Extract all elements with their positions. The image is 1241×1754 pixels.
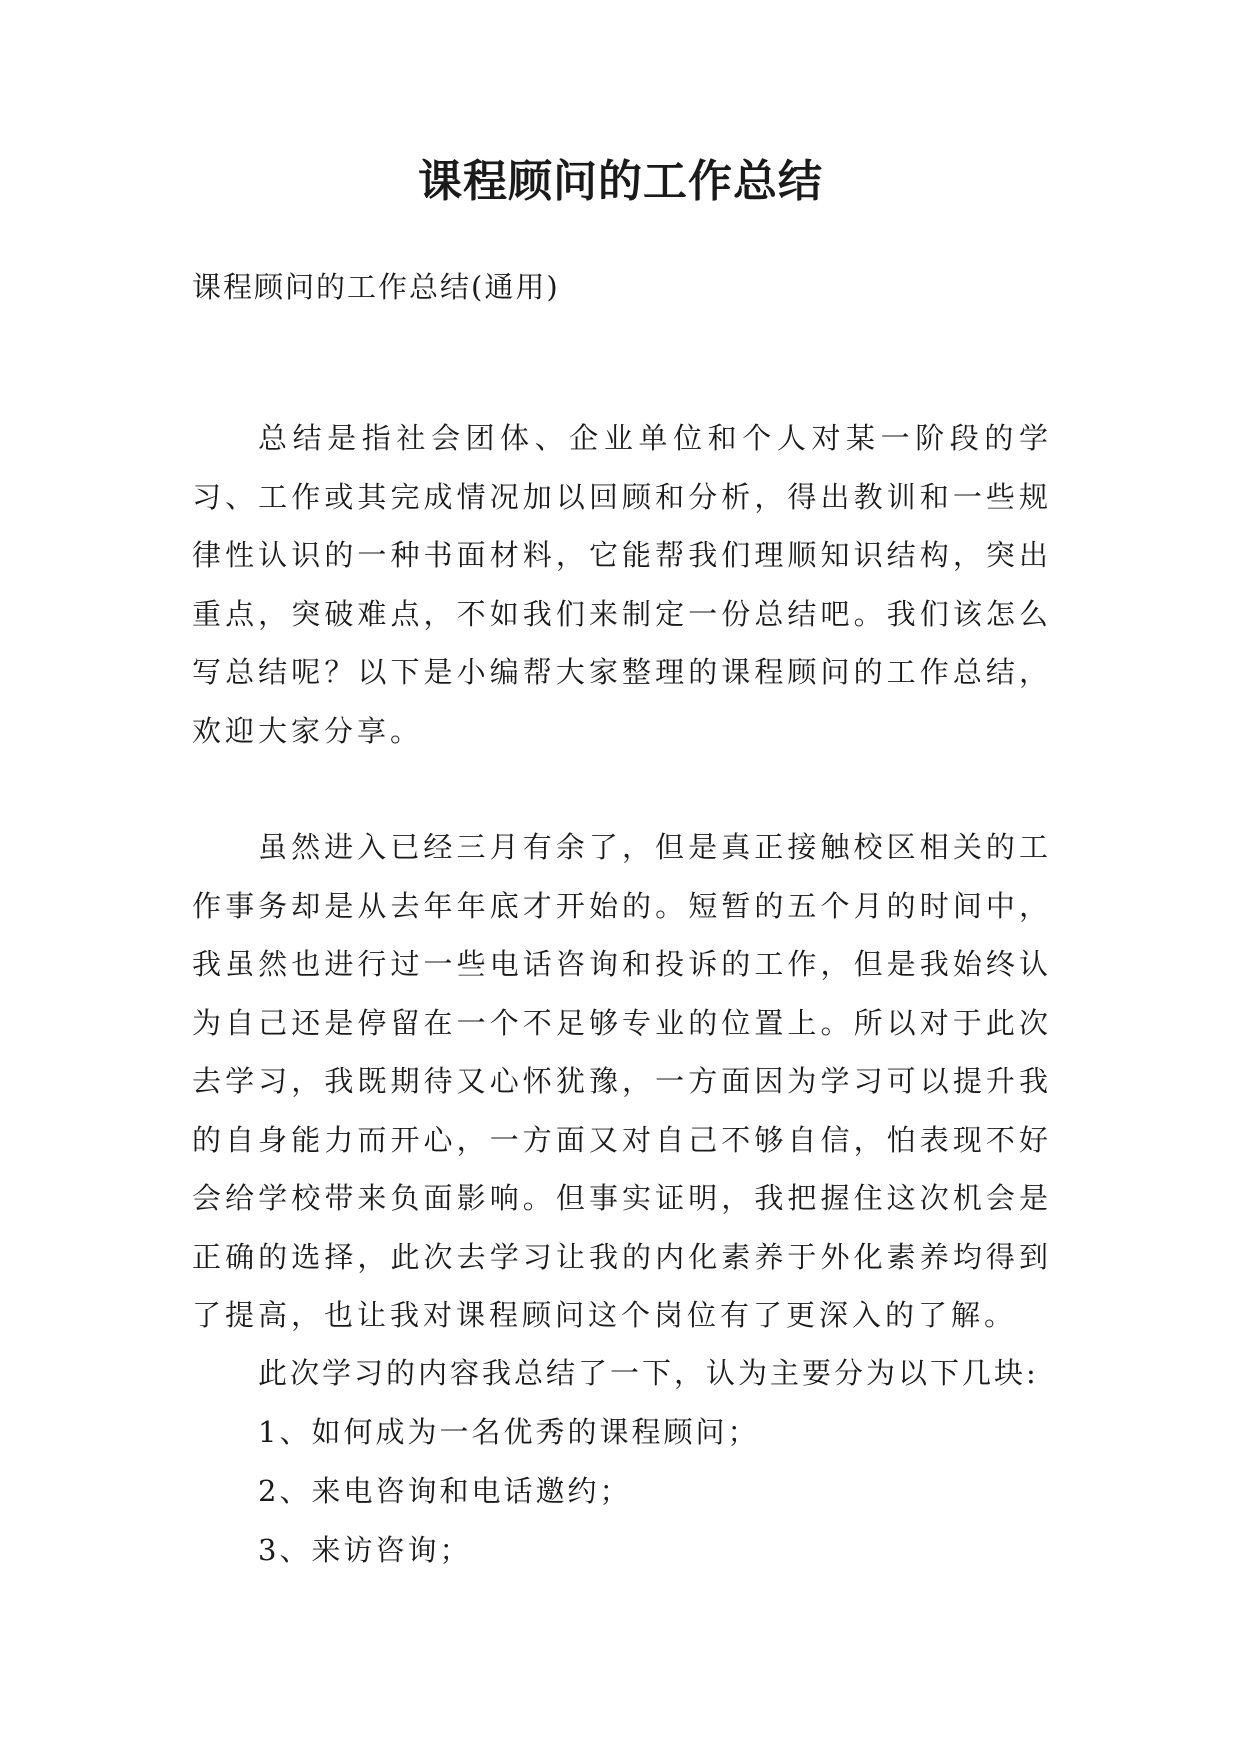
- list-item: 2、来电咨询和电话邀约；: [258, 1474, 632, 1508]
- list-item: 1、如何成为一名优秀的课程顾问；: [258, 1415, 760, 1449]
- document-subtitle: 课程顾问的工作总结(通用): [192, 270, 560, 304]
- document-title: 课程顾问的工作总结: [418, 156, 823, 207]
- list-intro: 此次学习的内容我总结了一下，认为主要分为以下几块:: [258, 1356, 1039, 1390]
- paragraph-2: 虽然进入已经三月有余了，但是真正接触校区相关的工作事务却是从去年年底才开始的。短暂的五个月的时间中，我虽然也进行过一些电话咨询和投诉的工作，但是我始终认为自己还是停留在一个不足够专业的位置上。所以对于此次去学习，我既期待又心怀犹豫，一方面因为学习可以提升我的自身能力而开心，一方面又对自己不够自信，怕表现不好会给学校带来负面影响。但事实证明，我把握住这次机会是正确的选择，此次去学习让我的内化素养于外化素养均得到了提高，也让我对课程顾问这个岗位有了更深入的了解。: [192, 830, 1052, 1332]
- list-item: 3、来访咨询；: [258, 1533, 472, 1567]
- paragraph-1: 总结是指社会团体、企业单位和个人对某一阶段的学习、工作或其完成情况加以回顾和分析，得出教训和一些规律性认识的一种书面材料，它能帮我们理顺知识结构，突出重点，突破难点，不如我们来制定一份总结吧。我们该怎么写总结呢？以下是小编帮大家整理的课程顾问的工作总结，欢迎大家分享。: [192, 421, 1052, 748]
